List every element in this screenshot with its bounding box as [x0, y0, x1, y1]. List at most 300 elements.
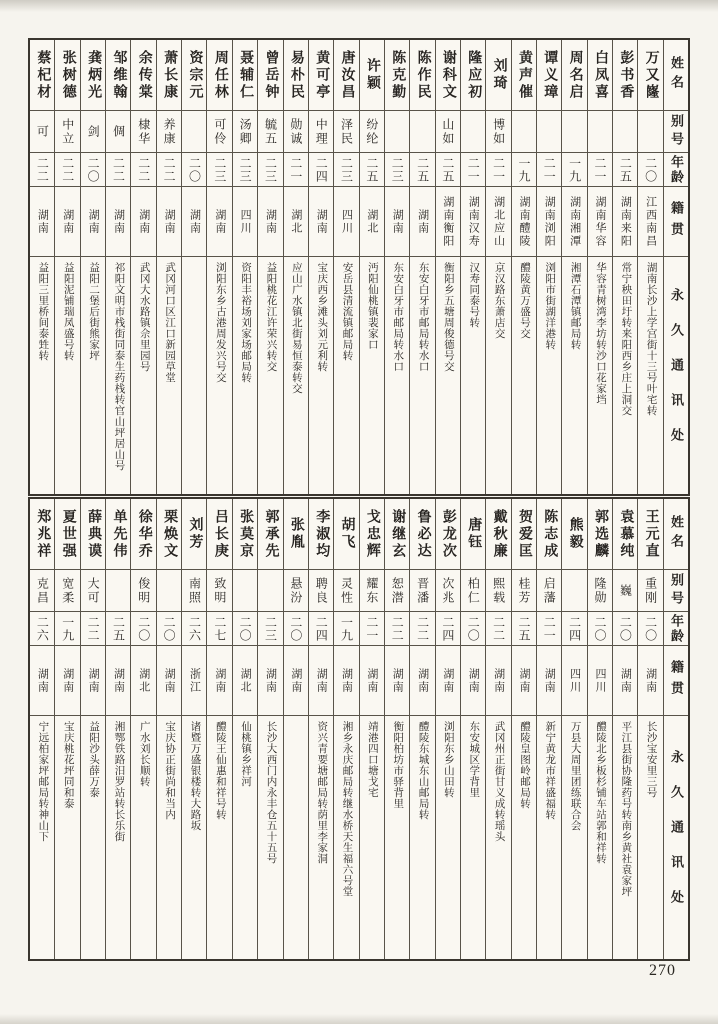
person-native-place: 湖南	[334, 645, 358, 715]
person-address: 祁阳文明市栈街同泰生药栈转官山坪居山号	[106, 256, 130, 494]
person-alias: 耀东	[360, 569, 384, 611]
person-address: 资阳丰裕场刘家场邮局转	[233, 256, 257, 494]
person-name: 万又嶐	[643, 49, 659, 101]
person-column	[106, 40, 131, 494]
person-age: 二五	[613, 152, 637, 186]
person-native-place: 浙江	[182, 645, 206, 715]
person-age: 二二	[106, 152, 130, 186]
person-alias	[410, 110, 434, 152]
person-native-place: 湖南	[182, 186, 206, 256]
person-name: 戈忠辉	[364, 508, 380, 560]
person-name: 王元直	[643, 508, 659, 560]
person-name: 隆应初	[466, 49, 482, 101]
person-column	[461, 40, 486, 494]
person-name: 曾岳钟	[263, 49, 279, 101]
person-column	[157, 499, 182, 959]
person-address: 益阳桃花江许荣兴转交	[258, 256, 282, 494]
person-column	[486, 40, 511, 494]
person-column	[385, 40, 410, 494]
person-name: 谭义璋	[542, 49, 558, 101]
person-column	[613, 499, 638, 959]
person-name: 谢科文	[440, 49, 456, 101]
person-address: 醴陵北乡板杉铺车站郭和祥转	[588, 715, 612, 959]
person-address: 醴陵王仙惠和祥号转	[207, 715, 231, 959]
person-address: 武冈大水路镇佘里园号	[131, 256, 155, 494]
person-native-place: 湖北	[360, 186, 384, 256]
person-native-place: 湖南湘潭	[562, 186, 586, 256]
person-native-place: 湖南	[55, 186, 79, 256]
person-age: 二四	[309, 611, 333, 645]
person-address: 靖港四口塘戈宅	[360, 715, 384, 959]
person-name: 吕长庚	[212, 508, 228, 560]
person-name: 陈作民	[415, 49, 431, 101]
person-alias: 聘良	[309, 569, 333, 611]
person-age: 二〇	[461, 611, 485, 645]
scan-shadow-bottom	[0, 1014, 718, 1024]
person-address: 安岳县清流镇邮局转	[334, 256, 358, 494]
scan-shadow-top	[0, 0, 718, 12]
person-name: 资宗元	[187, 49, 203, 101]
person-address: 新宁黄龙市祥盛福转	[537, 715, 561, 959]
person-native-place: 湖南	[207, 186, 231, 256]
person-age: 一九	[562, 152, 586, 186]
person-alias: 博如	[486, 110, 510, 152]
person-name: 龚炳光	[86, 49, 102, 101]
person-native-place: 湖南	[157, 645, 181, 715]
person-column	[461, 499, 486, 959]
person-alias	[258, 569, 282, 611]
person-address: 常宁秧田圩转来阳西乡庄上洞交	[613, 256, 637, 494]
person-alias: 熙载	[486, 569, 510, 611]
person-age: 二六	[182, 611, 206, 645]
person-age: 二〇	[613, 611, 637, 645]
person-name: 薛典谟	[86, 508, 102, 560]
person-name: 李淑均	[314, 508, 330, 560]
person-column	[81, 499, 106, 959]
person-native-place: 湖南	[410, 186, 434, 256]
person-name: 张莫京	[238, 508, 254, 560]
person-native-place: 江西南昌	[638, 186, 662, 256]
person-address	[284, 715, 308, 959]
person-address: 武冈河口区江口新园草堂	[157, 256, 181, 494]
person-native-place: 湖南	[81, 645, 105, 715]
header-address-label: 永久通讯处	[664, 715, 688, 959]
person-native-place: 湖南	[207, 645, 231, 715]
person-address: 宝庆协正街尚和当内	[157, 715, 181, 959]
person-native-place: 湖南	[81, 186, 105, 256]
person-name: 许颖	[364, 58, 380, 92]
person-address: 益阳沙头薛万泰	[81, 715, 105, 959]
person-name: 余传棠	[136, 49, 152, 101]
person-address: 诸暨万盛银楼转大路坂	[182, 715, 206, 959]
person-column	[106, 499, 131, 959]
person-alias	[613, 110, 637, 152]
person-age: 二二	[131, 152, 155, 186]
person-name: 徐华乔	[136, 508, 152, 560]
person-address: 东安白牙市邮局转水口	[410, 256, 434, 494]
person-address: 湘乡永庆邮局转继水桥天生福六号堂	[334, 715, 358, 959]
person-column	[334, 499, 359, 959]
person-address: 东安城区学背里	[461, 715, 485, 959]
person-address: 东安白牙市邮局转水口	[385, 256, 409, 494]
person-native-place: 湖南	[309, 645, 333, 715]
person-column	[233, 499, 258, 959]
person-age: 二〇	[157, 611, 181, 645]
header-alias-label: 别号	[664, 110, 688, 152]
person-age: 二二	[385, 611, 409, 645]
person-alias: 山如	[436, 110, 460, 152]
person-age: 二一	[588, 152, 612, 186]
person-address: 益阳泥铺瑞凤盛号转	[55, 256, 79, 494]
person-native-place: 湖北	[131, 645, 155, 715]
person-name: 鲁必达	[415, 508, 431, 560]
header-age-label: 年龄	[664, 152, 688, 186]
person-column	[55, 499, 80, 959]
person-native-place: 湖南衡阳	[436, 186, 460, 256]
person-column	[360, 499, 385, 959]
person-column	[562, 499, 587, 959]
person-column	[537, 499, 562, 959]
person-native-place: 湖南	[258, 186, 282, 256]
person-column	[562, 40, 587, 494]
person-alias: 重刚	[638, 569, 662, 611]
person-native-place: 湖南	[258, 645, 282, 715]
person-native-place: 湖南	[613, 645, 637, 715]
person-name: 陈克勤	[390, 49, 406, 101]
person-column	[157, 40, 182, 494]
person-age: 二五	[436, 152, 460, 186]
person-age: 二五	[360, 152, 384, 186]
person-name: 白凤喜	[592, 49, 608, 101]
person-column	[284, 499, 309, 959]
person-column	[182, 499, 207, 959]
header-column	[664, 40, 688, 494]
person-native-place: 湖南	[30, 186, 54, 256]
person-alias: 可伶	[207, 110, 231, 152]
person-address: 应山广水镇北街易恒泰转交	[284, 256, 308, 494]
person-name: 唐钰	[466, 517, 482, 551]
person-native-place: 湖南	[284, 645, 308, 715]
person-address: 宁远柏家坪邮局转神山下	[30, 715, 54, 959]
person-native-place: 湖南醴陵	[512, 186, 536, 256]
person-age: 二〇	[182, 152, 206, 186]
person-name: 郭承先	[263, 508, 279, 560]
person-address: 长沙大西门内永丰仓五十五号	[258, 715, 282, 959]
person-age: 二三	[207, 152, 231, 186]
person-native-place: 湖南来阳	[613, 186, 637, 256]
person-native-place: 湖南华容	[588, 186, 612, 256]
person-alias: 致明	[207, 569, 231, 611]
person-alias: 养康	[157, 110, 181, 152]
person-alias: 大可	[81, 569, 105, 611]
person-address: 武冈州正街甘义成转瑶头	[486, 715, 510, 959]
person-name: 周名启	[567, 49, 583, 101]
person-column	[30, 40, 55, 494]
person-alias: 启藩	[537, 569, 561, 611]
person-alias: 恕潜	[385, 569, 409, 611]
person-age: 二三	[258, 611, 282, 645]
person-name: 彭书香	[618, 49, 634, 101]
person-column	[613, 40, 638, 494]
person-age: 一九	[334, 611, 358, 645]
person-age: 二二	[486, 611, 510, 645]
person-native-place: 湖南浏阳	[537, 186, 561, 256]
header-alias-label: 别号	[664, 569, 688, 611]
person-name: 刘芳	[187, 517, 203, 551]
person-alias: 晋潘	[410, 569, 434, 611]
person-alias: 克昌	[30, 569, 54, 611]
person-age: 二三	[233, 152, 257, 186]
person-alias: 勋诚	[284, 110, 308, 152]
person-age: 二四	[309, 152, 333, 186]
person-column	[436, 499, 461, 959]
person-address: 湖南长沙上学宫街十三号叶宅转	[638, 256, 662, 494]
person-alias	[157, 569, 181, 611]
person-column	[512, 40, 537, 494]
person-alias	[106, 569, 130, 611]
person-name: 唐汝昌	[339, 49, 355, 101]
person-column	[131, 499, 156, 959]
person-alias: 隆勋	[588, 569, 612, 611]
person-column	[588, 40, 613, 494]
person-alias	[638, 110, 662, 152]
person-column	[258, 499, 283, 959]
person-age: 二〇	[131, 611, 155, 645]
person-name: 夏世强	[60, 508, 76, 560]
person-column	[258, 40, 283, 494]
person-address: 益阳二堡后街熊家坪	[81, 256, 105, 494]
person-name: 单先伟	[111, 508, 127, 560]
person-native-place: 湖南	[410, 645, 434, 715]
person-age: 二二	[55, 152, 79, 186]
person-native-place: 四川	[588, 645, 612, 715]
person-address: 仙桃镇乡祥河	[233, 715, 257, 959]
person-alias	[588, 110, 612, 152]
person-address: 湘鄂铁路汨罗站转长乐街	[106, 715, 130, 959]
person-native-place: 湖南	[106, 645, 130, 715]
person-column	[385, 499, 410, 959]
person-age: 二一	[284, 152, 308, 186]
person-native-place: 湖南	[360, 645, 384, 715]
header-age-label: 年龄	[664, 611, 688, 645]
person-name: 黄声催	[516, 49, 532, 101]
page-number: 270	[649, 962, 676, 979]
person-name: 易朴民	[288, 49, 304, 101]
person-alias: 汤卿	[233, 110, 257, 152]
person-name: 谢继玄	[390, 508, 406, 560]
person-native-place: 湖南	[436, 645, 460, 715]
person-address: 益阳三里桥间泰甡转	[30, 256, 54, 494]
person-native-place: 湖南	[55, 645, 79, 715]
person-native-place: 四川	[334, 186, 358, 256]
person-address: 长沙宝安里三号	[638, 715, 662, 959]
person-address	[182, 256, 206, 494]
header-name-label: 姓名	[669, 56, 684, 94]
person-column	[233, 40, 258, 494]
person-column	[436, 40, 461, 494]
person-age: 二一	[537, 152, 561, 186]
person-alias: 俊明	[131, 569, 155, 611]
person-address: 浏阳东乡山田转	[436, 715, 460, 959]
person-name: 贺爱匡	[516, 508, 532, 560]
person-alias	[233, 569, 257, 611]
person-age: 二一	[461, 152, 485, 186]
person-name: 陈志成	[542, 508, 558, 560]
person-alias	[512, 110, 536, 152]
header-native-label: 籍贯	[664, 186, 688, 256]
person-age: 二〇	[233, 611, 257, 645]
person-age: 二二	[157, 152, 181, 186]
person-age: 二七	[207, 611, 231, 645]
person-column	[284, 40, 309, 494]
directory-sheet	[28, 38, 690, 961]
person-age: 一九	[55, 611, 79, 645]
person-age: 二一	[486, 152, 510, 186]
person-native-place: 湖南	[512, 645, 536, 715]
person-address: 广水刘长顺转	[131, 715, 155, 959]
person-alias: 可	[30, 110, 54, 152]
person-column	[638, 40, 663, 494]
person-address: 万县大周里团练联合会	[562, 715, 586, 959]
person-column	[131, 40, 156, 494]
person-age: 二三	[334, 152, 358, 186]
person-column	[30, 499, 55, 959]
person-native-place: 湖南	[638, 645, 662, 715]
header-address-label: 永久通讯处	[664, 256, 688, 494]
person-age: 二三	[258, 152, 282, 186]
person-address: 汉寿同泰号转	[461, 256, 485, 494]
person-native-place: 湖南	[157, 186, 181, 256]
person-alias: 剑	[81, 110, 105, 152]
person-name: 张树德	[60, 49, 76, 101]
person-name: 聂辅仁	[238, 49, 254, 101]
person-native-place: 湖南	[106, 186, 130, 256]
person-alias: 中立	[55, 110, 79, 152]
person-age: 二一	[360, 611, 384, 645]
person-native-place: 湖北	[233, 645, 257, 715]
person-address: 湘潭石潭镇邮局转	[562, 256, 586, 494]
person-column	[55, 40, 80, 494]
person-alias	[562, 110, 586, 152]
person-alias	[385, 110, 409, 152]
person-address: 醴陵皇图岭邮局转	[512, 715, 536, 959]
person-alias	[562, 569, 586, 611]
person-native-place: 湖南	[30, 645, 54, 715]
person-column	[410, 40, 435, 494]
person-column	[334, 40, 359, 494]
person-name: 胡飞	[339, 517, 355, 551]
person-age: 二五	[410, 152, 434, 186]
person-native-place: 湖南	[309, 186, 333, 256]
person-column	[410, 499, 435, 959]
person-address: 宝庆西乡滩头刘元利转	[309, 256, 333, 494]
person-address: 衡阳柏坊市驿背里	[385, 715, 409, 959]
person-age: 二〇	[81, 152, 105, 186]
person-column	[486, 499, 511, 959]
person-address: 醴陵东城东山邮局转	[410, 715, 434, 959]
person-native-place: 湖南	[486, 645, 510, 715]
person-name: 袁慕纯	[618, 508, 634, 560]
person-name: 郭选麟	[592, 508, 608, 560]
person-column	[309, 40, 334, 494]
person-alias: 灵性	[334, 569, 358, 611]
person-column	[588, 499, 613, 959]
person-age: 二五	[512, 611, 536, 645]
person-address: 平江县街协隆药号转南乡黄社袁家坪	[613, 715, 637, 959]
person-age: 二四	[436, 611, 460, 645]
person-native-place: 湖南	[131, 186, 155, 256]
person-name: 郑兆祥	[35, 508, 51, 560]
person-alias: 次兆	[436, 569, 460, 611]
person-address: 资兴青要塘邮局转荫里李家洞	[309, 715, 333, 959]
person-name: 黄可亭	[314, 49, 330, 101]
person-name: 熊毅	[567, 517, 583, 551]
person-age: 二二	[81, 611, 105, 645]
person-column	[207, 40, 232, 494]
person-native-place: 湖北应山	[486, 186, 510, 256]
person-alias: 中理	[309, 110, 333, 152]
person-age: 二〇	[284, 611, 308, 645]
header-native-label: 籍贯	[664, 645, 688, 715]
person-age: 二〇	[638, 152, 662, 186]
person-column	[182, 40, 207, 494]
person-alias: 柏仁	[461, 569, 485, 611]
person-name: 周任林	[212, 49, 228, 101]
person-alias: 南照	[182, 569, 206, 611]
person-alias: 泽民	[334, 110, 358, 152]
person-column	[207, 499, 232, 959]
person-column	[309, 499, 334, 959]
person-address: 宝庆桃花坪同和泰	[55, 715, 79, 959]
person-alias	[461, 110, 485, 152]
person-age: 一九	[512, 152, 536, 186]
person-alias: 毓五	[258, 110, 282, 152]
person-column	[81, 40, 106, 494]
person-name: 蔡杞材	[35, 49, 51, 101]
person-age: 二〇	[588, 611, 612, 645]
person-native-place: 湖南	[385, 645, 409, 715]
header-name-label: 姓名	[669, 515, 684, 553]
person-alias: 巍	[613, 569, 637, 611]
person-address: 浏阳东乡古港周发兴号交	[207, 256, 231, 494]
person-alias: 桂芳	[512, 569, 536, 611]
person-name: 戴秋廉	[491, 508, 507, 560]
person-name: 刘琦	[491, 58, 507, 92]
person-age: 二〇	[638, 611, 662, 645]
person-age: 二二	[410, 611, 434, 645]
person-alias	[537, 110, 561, 152]
person-native-place: 湖北	[284, 186, 308, 256]
person-alias: 倜	[106, 110, 130, 152]
person-name: 邹维翰	[111, 49, 127, 101]
roster-table-upper	[28, 38, 690, 496]
person-address: 醴陵黄万盛号交	[512, 256, 536, 494]
person-age: 二一	[537, 611, 561, 645]
person-address: 浏阳市街湖洋港转	[537, 256, 561, 494]
person-name: 张胤	[288, 517, 304, 551]
person-native-place: 四川	[233, 186, 257, 256]
person-native-place: 湖南	[461, 645, 485, 715]
person-native-place: 四川	[562, 645, 586, 715]
person-column	[360, 40, 385, 494]
person-alias: 宽柔	[55, 569, 79, 611]
person-name: 萧长康	[162, 49, 178, 101]
person-column	[638, 499, 663, 959]
person-alias: 悬汾	[284, 569, 308, 611]
person-native-place: 湖南汉寿	[461, 186, 485, 256]
header-column	[664, 499, 688, 959]
person-age: 二二	[30, 152, 54, 186]
